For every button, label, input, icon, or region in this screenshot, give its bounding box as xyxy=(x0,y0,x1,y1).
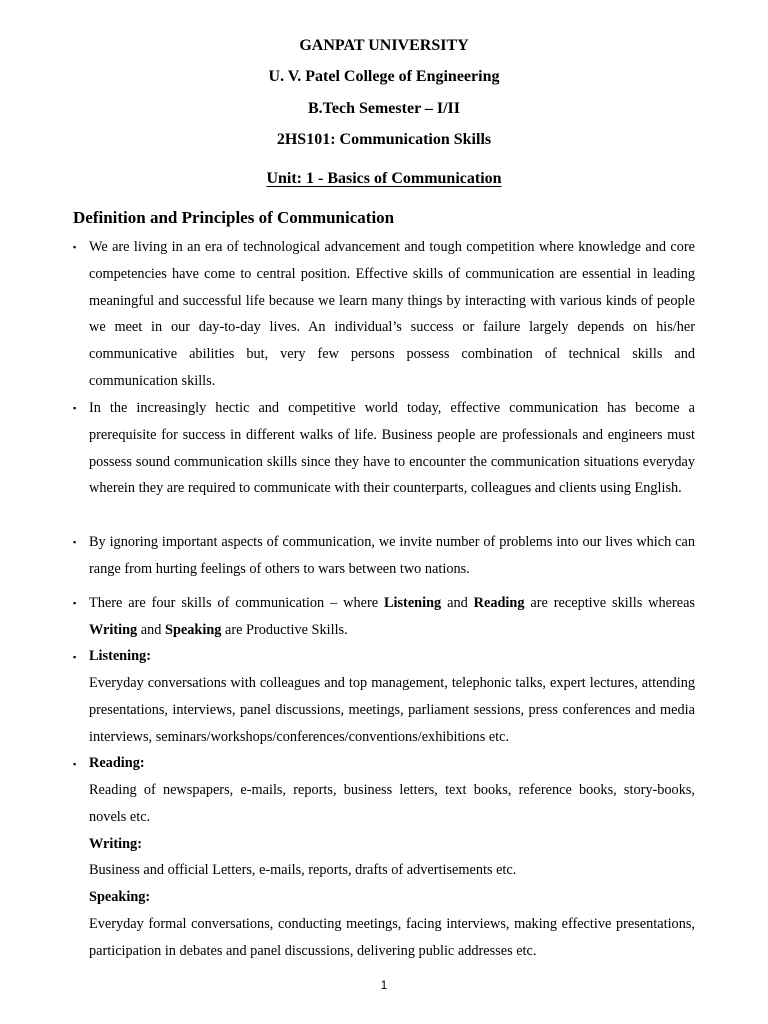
bullet-icon: ▪ xyxy=(73,537,77,547)
speaking-text: Everyday formal conversations, conducting meetings, facing interviews, making effective presentations, participation in debates and panel discussions, delivering public addresses etc. xyxy=(89,916,695,959)
p4-speaking: Speaking xyxy=(165,621,222,638)
reading-heading: Reading: xyxy=(89,755,145,771)
p4-text-2: and xyxy=(441,595,474,611)
university-name: GANPAT UNIVERSITY xyxy=(299,37,469,54)
semester-title: B.Tech Semester – I/II xyxy=(308,100,460,117)
paragraph-1: We are living in an era of technological advancement and tough competition where knowledge and core competencies have come to central position. Effective skills of communication are essential in leading meaningful and successful life because we learn many things by interacting with various kinds of people we meet in our day-to-day lives. An individual’s success or failure largely depends on his/her communicative abilities but, very few persons possess combination of technical skills and communication skills. xyxy=(89,239,695,389)
p4-writing: Writing xyxy=(89,621,138,638)
page-number: 1 xyxy=(380,978,388,992)
p4-text-3: are receptive skills whereas xyxy=(524,595,695,611)
listening-text: Everyday conversations with colleagues and top management, telephonic talks, expert lectures, attending presentations, interviews, panel discussions, meetings, parliament sessions, press conferences and media interviews, seminars/workshops/conferences/conventions/exhibitions etc. xyxy=(89,675,695,745)
writing-heading: Writing: xyxy=(89,836,142,852)
course-title: 2HS101: Communication Skills xyxy=(276,131,492,148)
p4-text-1: There are four skills of communication – where xyxy=(89,595,384,611)
bullet-icon: ▪ xyxy=(73,403,77,413)
paragraph-3: By ignoring important aspects of communication, we invite number of problems into our lives which can range from hurting feelings of others to wars between two nations. xyxy=(89,534,695,577)
p4-text-5: are Productive Skills. xyxy=(221,621,348,638)
section-title: Definition and Principles of Communication xyxy=(73,208,395,227)
p4-text-4: and xyxy=(137,621,165,638)
reading-text: Reading of newspapers, e-mails, reports, business letters, text books, reference books, story-books, novels etc. xyxy=(89,782,695,825)
bullet-icon: ▪ xyxy=(73,759,77,769)
listening-heading: Listening: xyxy=(89,648,151,664)
unit-title xyxy=(0,169,768,189)
bullet-icon: ▪ xyxy=(73,242,77,252)
bullet-icon: ▪ xyxy=(73,652,77,662)
p4-listening: Listening xyxy=(383,595,442,611)
college-name: U. V. Patel College of Engineering xyxy=(268,68,500,85)
p4-reading: Reading xyxy=(473,595,525,611)
bullet-icon: ▪ xyxy=(73,598,77,608)
paragraph-2: In the increasingly hectic and competitive world today, effective communication has become a prerequisite for success in different walks of life. Business people are professionals and engineers must possess sound communication skills since they have to encounter the communication situations everyday wherein they are required to communicate with their counterparts, colleagues and clients using English. xyxy=(89,400,695,497)
writing-text: Business and official Letters, e-mails, reports, drafts of advertisements etc. xyxy=(89,862,517,878)
unit-title-text: Unit: 1 - Basics of Communication xyxy=(266,170,502,187)
paragraph-4 xyxy=(89,590,695,644)
speaking-heading: Speaking: xyxy=(89,889,151,905)
